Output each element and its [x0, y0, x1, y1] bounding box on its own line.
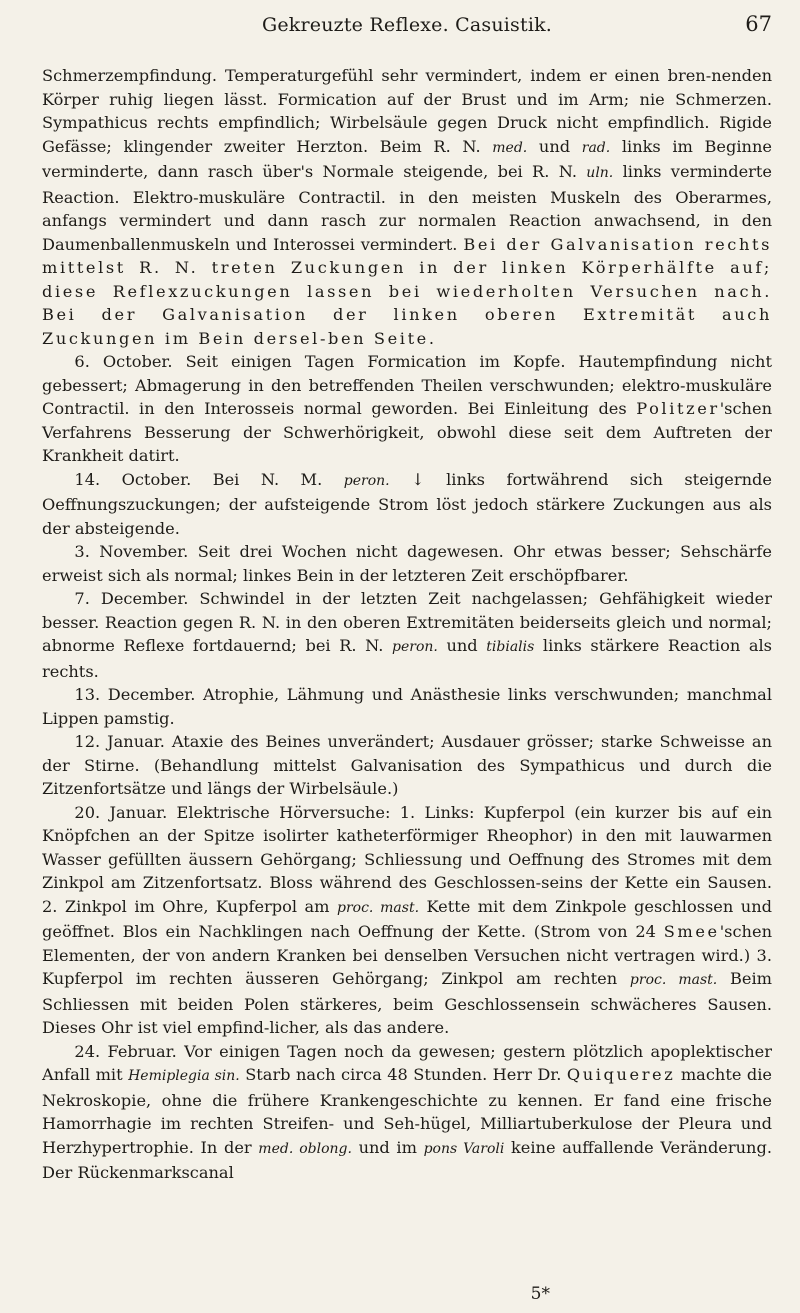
text-run: 3. November. Seit drei Wochen nicht dagewesen. Ohr etwas besser; Sehschärfe erweist sich als normal; linkes Bein in der letzteren Zeit erschöpfbarer.	[42, 542, 772, 585]
text-run: 13. December. Atrophie, Lähmung und Anästhesie links verschwunden; manchmal Lippen pamstig.	[42, 685, 772, 728]
text-run: 6. October. Seit einigen Tagen Formication im Kopfe. Hautempfindung nicht gebessert; Abmagerung in den betreffenden Theilen verschwunden; elektro-muskuläre Contractil. in den Interosseis normal geworden. Bei Einleitung des	[42, 352, 772, 418]
paragraph	[42, 587, 772, 683]
text-run: 'schen Elementen, der von andern Kranken bei denselben Versuchen nicht vertragen wird.) 3. Kupferpol im rechten äusseren Gehörgang; Zinkpol am rechten	[42, 922, 772, 988]
paragraph	[42, 1040, 772, 1185]
text-run: 20. Januar. Elektrische Hörversuche: 1. Links: Kupferpol (ein kurzer bis auf ein Knöpfchen an der Spitze isolirter katheterförmiger Rheophor) in den mit lauwarmen Wasser gefüllten äussern Gehörgang; Schliessung und Oeffnung des Stromes mit dem Zinkpol am Zitzenfortsatz. Bloss während des Geschlossen-seins der Kette ein Sausen. 2. Zinkpol im Ohre, Kupferpol am	[42, 802, 772, 916]
text-run: Beim Schliessen mit beiden Polen stärkeres, beim Geschlossensein schwächeres Sausen. Dieses Ohr ist viel empfind-licher, als das andere.	[42, 969, 772, 1037]
italic-term: proc. mast.	[629, 972, 718, 988]
text-run: Kette mit dem Zinkpole geschlossen und geöffnet. Blos ein Nachklingen nach Oeffnung der Kette. (Strom von 24	[42, 896, 772, 941]
text-run: und	[437, 636, 487, 655]
paragraph	[42, 683, 772, 730]
italic-term: Hemiplegia sin.	[128, 1068, 240, 1084]
paragraph	[42, 730, 772, 801]
italic-term: rad.	[581, 139, 611, 156]
paragraph	[42, 350, 772, 468]
text-run: 24. Februar. Vor einigen Tagen noch da gewesen; gestern plötzlich apoplektischer Anfall mit	[42, 1041, 772, 1084]
spaced-emphasis: Politzer	[636, 399, 720, 418]
spaced-emphasis: Quiquerez	[566, 1065, 676, 1084]
text-run: Schmerzempfindung. Temperaturgefühl sehr vermindert, indem er einen bren-nenden Körper ruhig liegen lässt. Formication auf der Brust und im Arm; nie Schmerzen. Sympathicus rechts empfindlich; Wirbelsäule gegen Druck nicht empfindlich. Rigide Gefässe; klingender zweiter Herzton. Beim R. N.	[42, 66, 772, 156]
italic-term: pons Varoli	[423, 1140, 505, 1157]
signature-mark: 5*	[530, 1284, 550, 1304]
text-run: 12. Januar. Ataxie des Beines unverändert; Ausdauer grösser; starke Schweisse an der Stirne. (Behandlung mittelst Galvanisation des Sympathicus und durch die Zitzenfortsätze und längs der Wirbelsäule.)	[42, 732, 772, 798]
running-title: Gekreuzte Reflexe. Casuistik.	[261, 14, 553, 36]
text-run: 'schen Verfahrens Besserung der Schwerhörigkeit, obwohl diese seit dem Auftreten der Krankheit datirt.	[42, 399, 772, 465]
page-number: 67	[745, 12, 772, 36]
italic-term: med. oblong.	[258, 1140, 352, 1157]
italic-term: tibialis	[486, 639, 535, 655]
text-run: und im	[351, 1137, 424, 1157]
text-run: 14. October. Bei N. M.	[74, 469, 344, 489]
paragraph	[42, 540, 772, 587]
text-run: Starb nach circa 48 Stunden. Herr Dr.	[239, 1065, 567, 1084]
paragraph	[42, 468, 772, 541]
spaced-emphasis: Smee	[663, 922, 720, 941]
text-run: links im Beginne verminderte, dann rasch über's Normale steigende, bei R. N.	[42, 136, 772, 181]
text-run: links stärkere Reaction als rechts.	[42, 636, 772, 681]
text-run: keine auffallende Veränderung. Der Rückenmarkscanal	[42, 1137, 772, 1182]
italic-term: peron.	[392, 639, 438, 655]
text-run: und	[527, 136, 582, 156]
italic-term: peron.	[343, 472, 390, 489]
text-run: 7. December. Schwindel in der letzten Zeit nachgelassen; Gehfähigkeit wieder besser. Reaction gegen R. N. in den oberen Extremitäten beiderseits gleich und normal; abnorme Reflexe fortdauernd; bei R. N.	[42, 589, 772, 655]
paragraph	[42, 64, 772, 350]
text-run: links verminderte Reaction. Elektro-muskuläre Contractil. in den meisten Muskeln des Oberarmes, anfangs vermindert und dann rasch zur normalen Reaction anwachsend, in den Daumenballenmuskeln und Interossei vermindert.	[42, 162, 772, 254]
spaced-emphasis: Bei der Galvanisation rechts mittelst R. N. treten Zuckungen in der linken Körperhälfte auf; diese Reflexzuckungen lassen bei wiederholten Versuchen nach. Bei der Galvanisation der linken oberen Extremität auch Zuckungen im Bein dersel-ben Seite.	[42, 234, 772, 348]
italic-term: proc. mast.	[337, 899, 420, 916]
running-header	[42, 8, 772, 38]
body-text	[42, 64, 772, 1185]
italic-term: uln.	[586, 165, 614, 181]
italic-term: med.	[492, 139, 528, 156]
paragraph	[42, 801, 772, 1040]
text-run: machte die Nekroskopie, ohne die frühere Krankengeschichte zu kennen. Er fand eine frische Hamorrhagie im rechten Streifen- und Seh-hügel, Milliartuberkulose der Pleura und Herzhypertrophie. In der	[42, 1065, 772, 1157]
text-run: ↓ links fortwährend sich steigernde Oeffnungszuckungen; der aufsteigende Strom löst jedoch stärkere Zuckungen aus als der absteigende.	[42, 469, 772, 538]
